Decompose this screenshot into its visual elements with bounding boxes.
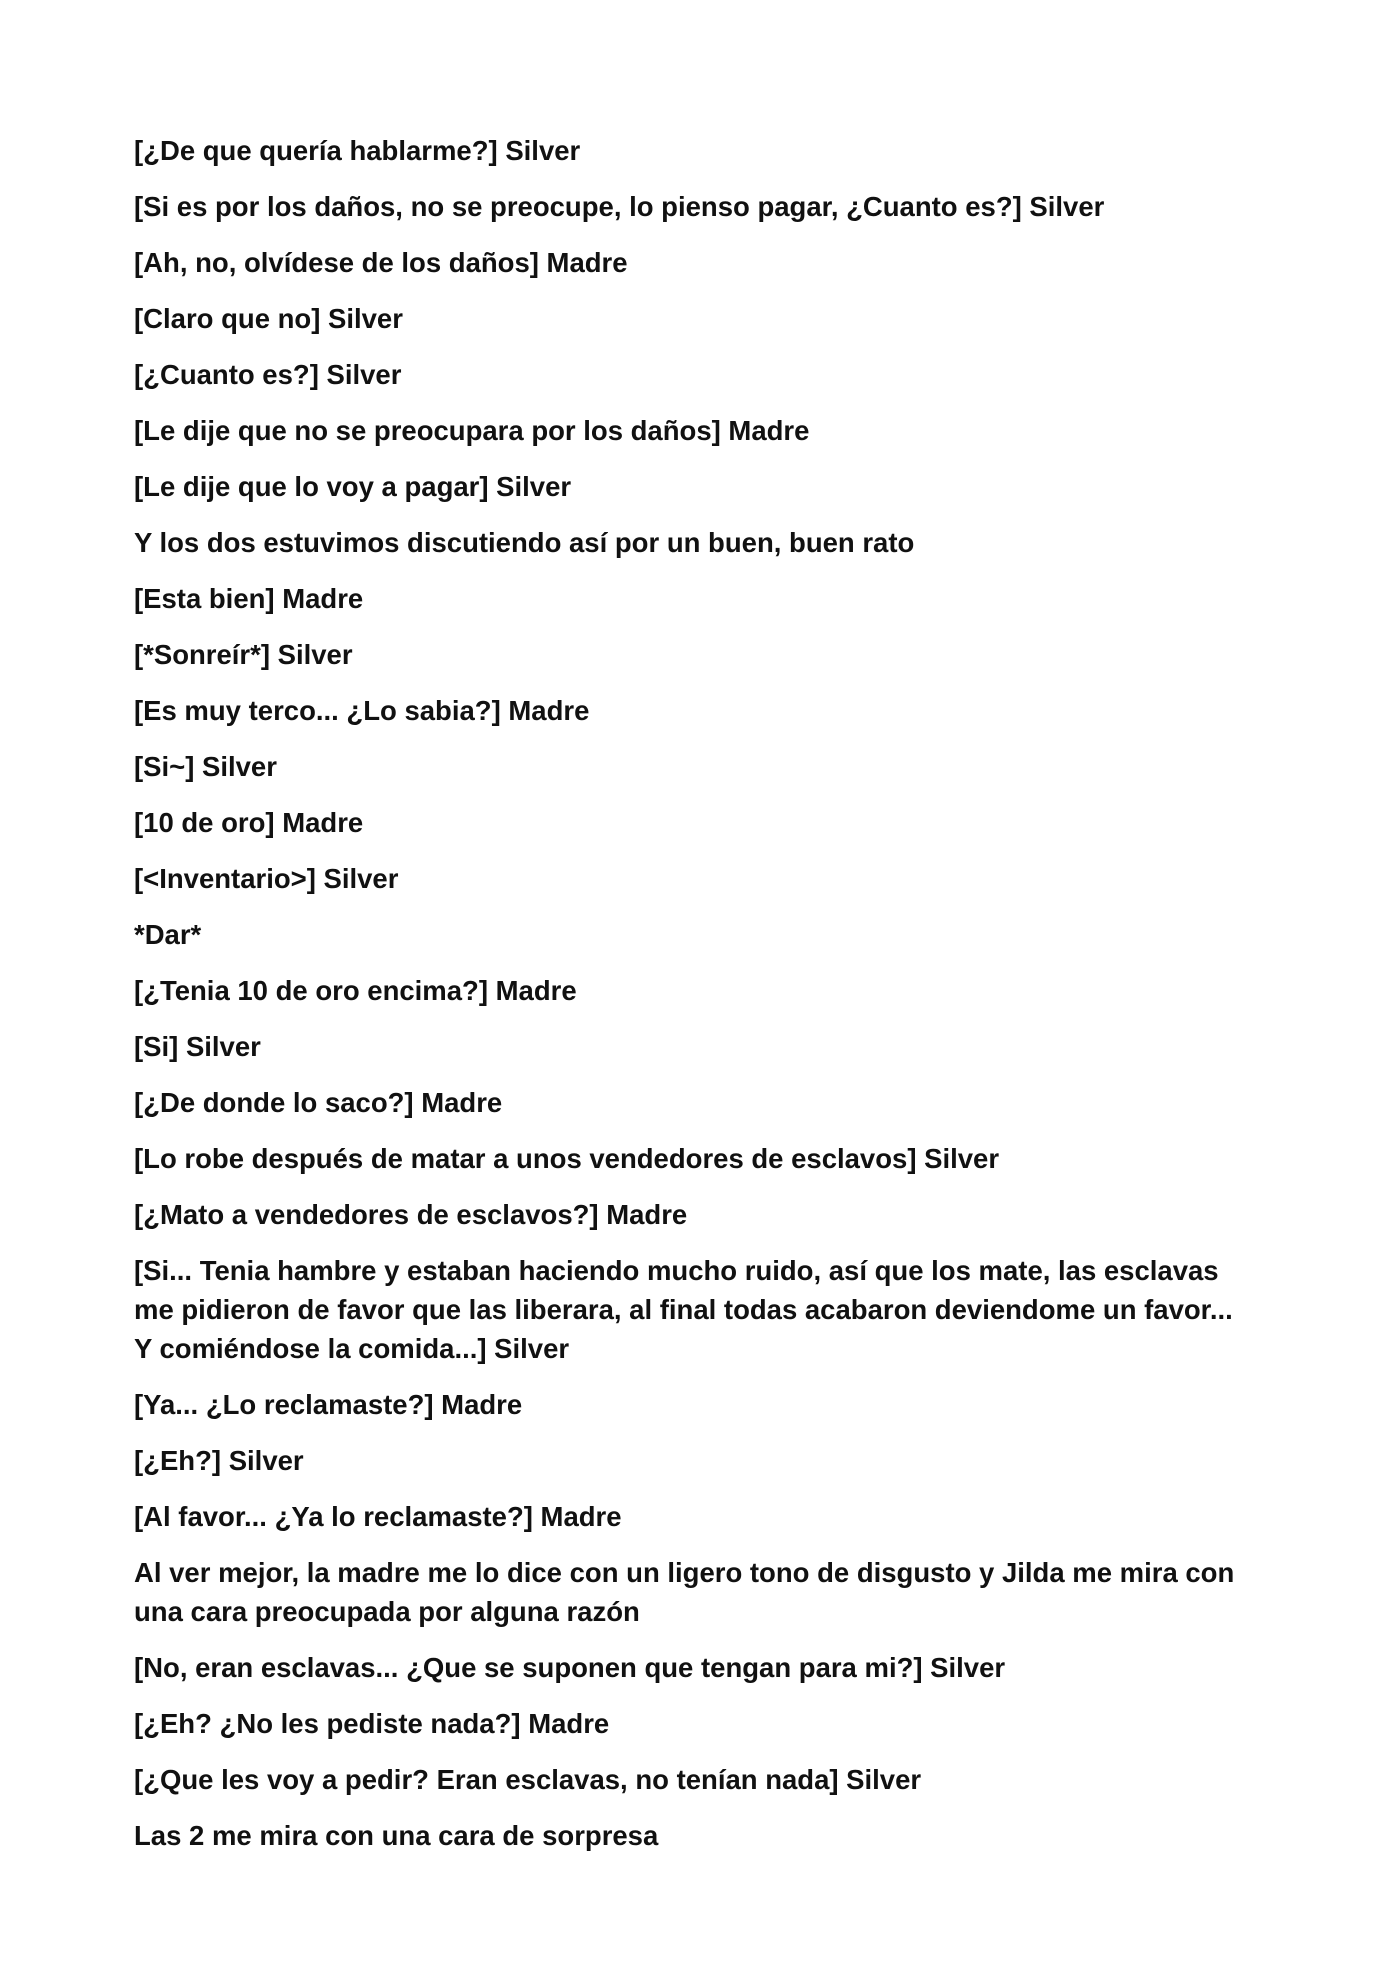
paragraph: [¿Mato a vendedores de esclavos?] Madre bbox=[134, 1199, 688, 1230]
paragraph: [Lo robe después de matar a unos vendedores de esclavos] Silver bbox=[134, 1143, 1000, 1174]
paragraph: [Si es por los daños, no se preocupe, lo pienso pagar, ¿Cuanto es?] Silver bbox=[134, 191, 1105, 222]
paragraph: [Es muy terco... ¿Lo sabia?] Madre bbox=[134, 695, 590, 726]
paragraph: Las 2 me mira con una cara de sorpresa bbox=[134, 1820, 659, 1851]
paragraph: [Ya... ¿Lo reclamaste?] Madre bbox=[134, 1389, 523, 1420]
paragraph: [Si] Silver bbox=[134, 1031, 261, 1062]
paragraph: [Esta bien] Madre bbox=[134, 583, 364, 614]
document-body bbox=[134, 131, 1294, 1872]
paragraph: [Le dije que no se preocupara por los daños] Madre bbox=[134, 415, 810, 446]
paragraph: [Si~] Silver bbox=[134, 751, 277, 782]
paragraph: Al ver mejor, la madre me lo dice con un ligero tono de disgusto y Jilda me mira con una cara preocupada por alguna razón bbox=[134, 1557, 1235, 1627]
paragraph: [Ah, no, olvídese de los daños] Madre bbox=[134, 247, 628, 278]
paragraph: Y los dos estuvimos discutiendo así por un buen, buen rato bbox=[134, 527, 915, 558]
paragraph: [Si... Tenia hambre y estaban haciendo mucho ruido, así que los mate, las esclavas me pidieron de favor que las liberara, al final todas acabaron deviendome un favor... Y comiéndose la comida...] Silver bbox=[134, 1255, 1233, 1364]
paragraph: [10 de oro] Madre bbox=[134, 807, 364, 838]
paragraph: [¿Que les voy a pedir? Eran esclavas, no tenían nada] Silver bbox=[134, 1764, 922, 1795]
paragraph: [Al favor... ¿Ya lo reclamaste?] Madre bbox=[134, 1501, 622, 1532]
paragraph: [¿De donde lo saco?] Madre bbox=[134, 1087, 503, 1118]
paragraph: [¿Tenia 10 de oro encima?] Madre bbox=[134, 975, 577, 1006]
paragraph: *Dar* bbox=[134, 919, 202, 950]
paragraph: [*Sonreír*] Silver bbox=[134, 639, 353, 670]
paragraph: [Le dije que lo voy a pagar] Silver bbox=[134, 471, 572, 502]
paragraph: [¿Cuanto es?] Silver bbox=[134, 359, 402, 390]
paragraph: [¿De que quería hablarme?] Silver bbox=[134, 135, 581, 166]
paragraph: [¿Eh?] Silver bbox=[134, 1445, 304, 1476]
paragraph: [No, eran esclavas... ¿Que se suponen que tengan para mi?] Silver bbox=[134, 1652, 1006, 1683]
paragraph: [<Inventario>] Silver bbox=[134, 863, 399, 894]
paragraph: [¿Eh? ¿No les pediste nada?] Madre bbox=[134, 1708, 610, 1739]
paragraph: [Claro que no] Silver bbox=[134, 303, 403, 334]
